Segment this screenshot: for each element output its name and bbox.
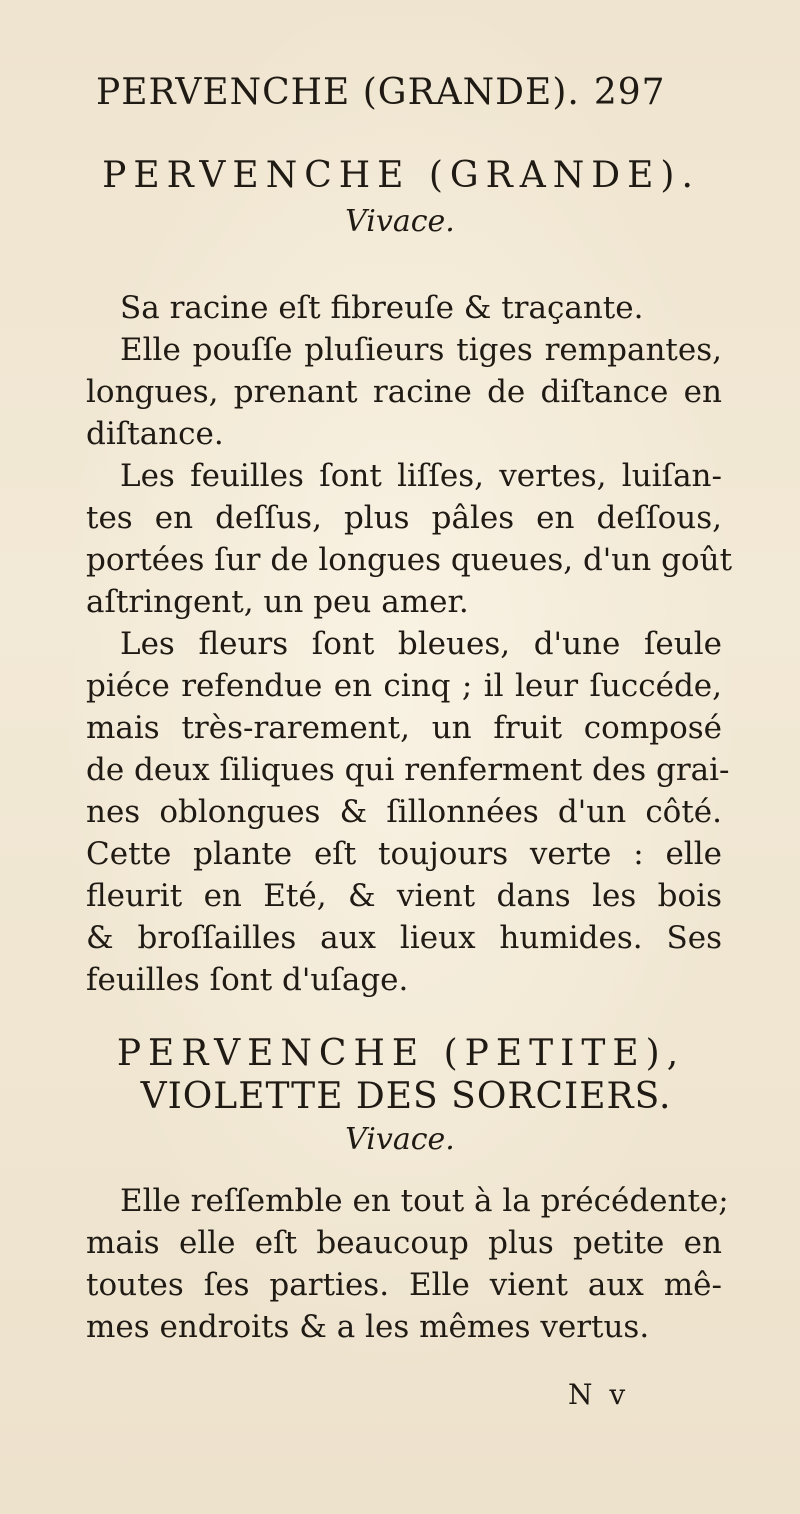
- text-line: Les fleurs ſont bleues, d'une ſeule: [120, 626, 722, 662]
- entry-subtitle-violette: VIOLETTE DES SORCIERS.: [140, 1076, 672, 1117]
- text-line: toutes ſes parties. Elle vient aux mê-: [86, 1267, 722, 1303]
- running-head-title: PERVENCHE (GRANDE).: [96, 72, 580, 113]
- paragraph-tiges: [86, 329, 722, 455]
- text-line: Les feuilles ſont liſſes, vertes, luiſan-: [120, 458, 722, 494]
- text-line: aſtringent, un peu amer.: [86, 584, 469, 620]
- text-line: portées ſur de longues queues, d'un goût: [86, 542, 733, 578]
- text-line: & broſſailles aux lieux humides. Ses: [86, 920, 722, 956]
- text-line: tes en deſſus, plus pâles en deſſous,: [86, 500, 722, 536]
- entry-category-vivace: Vivace.: [345, 1122, 455, 1157]
- paragraph-racine: [86, 287, 756, 329]
- text-line: Elle reſſemble en tout à la précédente;: [120, 1183, 729, 1219]
- entry-title-pervenche-petite: PERVENCHE (PETITE),: [116, 1033, 686, 1074]
- text-line: mais elle eſt beaucoup plus petite en: [86, 1225, 722, 1261]
- paragraph-fleurs: [86, 623, 730, 1001]
- entry-category-vivace: Vivace.: [345, 204, 455, 239]
- text-line: Elle pouſſe pluſieurs tiges rempantes,: [120, 332, 722, 368]
- text-line: piéce refendue en cinq ; il leur ſuccéde,: [86, 668, 722, 704]
- signature-mark: N v: [568, 1378, 630, 1411]
- text-line: Sa racine eſt fibreuſe & traçante.: [120, 290, 644, 326]
- entry-title-pervenche-grande: PERVENCHE (GRANDE).: [102, 155, 700, 196]
- text-line: mais très-rarement, un fruit composé: [86, 710, 722, 746]
- text-line: de deux ſiliques qui renferment des grai-: [86, 752, 730, 788]
- paragraph-petite: [86, 1180, 729, 1348]
- text-line: longues, prenant racine de diſtance en: [86, 374, 722, 410]
- text-line: Cette plante eſt toujours verte : elle: [86, 836, 722, 872]
- text-line: fleurit en Eté, & vient dans les bois: [86, 878, 722, 914]
- text-line: nes oblongues & ſillonnées d'un côté.: [86, 794, 722, 830]
- page-number: 297: [593, 72, 666, 113]
- paragraph-feuilles: [86, 455, 733, 623]
- running-head: [96, 72, 716, 113]
- text-line: feuilles ſont d'uſage.: [86, 962, 409, 998]
- text-line: mes endroits & a les mêmes vertus.: [86, 1309, 650, 1345]
- text-line: diſtance.: [86, 416, 224, 452]
